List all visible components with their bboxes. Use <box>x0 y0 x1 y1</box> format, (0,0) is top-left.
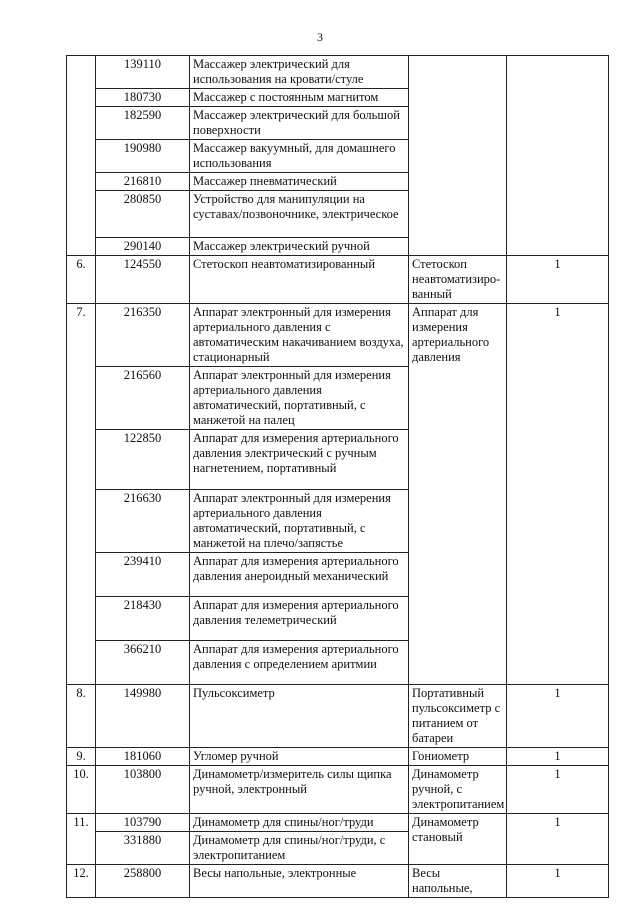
item-code: 122850 <box>96 430 190 490</box>
table-row <box>67 865 609 898</box>
row-number: 11. <box>67 814 96 865</box>
item-name: Устройство для манипуляции на суставах/позвоночнике, электрическое <box>190 191 409 238</box>
equipment-table <box>66 55 609 898</box>
item-code: 216810 <box>96 173 190 191</box>
item-name: Массажер электрический ручной <box>190 238 409 256</box>
item-code: 190980 <box>96 140 190 173</box>
item-name: Аппарат для измерения артериального давления с определением аритмии <box>190 641 409 685</box>
item-code: 180730 <box>96 89 190 107</box>
group-name: Аппарат для измерения артериального давления <box>409 304 507 685</box>
quantity: 1 <box>507 865 609 898</box>
item-name: Массажер электрический для использования на кровати/стуле <box>190 56 409 89</box>
row-number: 10. <box>67 766 96 814</box>
item-code: 331880 <box>96 832 190 865</box>
table-row <box>67 56 609 89</box>
item-code: 258800 <box>96 865 190 898</box>
item-code: 239410 <box>96 553 190 597</box>
item-name: Аппарат для измерения артериального давления телеметрический <box>190 597 409 641</box>
item-code: 139110 <box>96 56 190 89</box>
item-name: Весы напольные, электронные <box>190 865 409 898</box>
item-code: 149980 <box>96 685 190 748</box>
row-number: 12. <box>67 865 96 898</box>
group-name: Стетоскоп неавтоматизиро-ванный <box>409 256 507 304</box>
item-name: Пульсоксиметр <box>190 685 409 748</box>
group-name: Динамометр становый <box>409 814 507 865</box>
item-name: Аппарат электронный для измерения артериального давления автоматический, портативный, с манжетой на плечо/запястье <box>190 490 409 553</box>
item-name: Динамометр для спины/ног/труди, с электропитанием <box>190 832 409 865</box>
item-name: Аппарат для измерения артериального давления анероидный механический <box>190 553 409 597</box>
item-name: Стетоскоп неавтоматизированный <box>190 256 409 304</box>
quantity: 1 <box>507 304 609 685</box>
item-name: Массажер вакуумный, для домашнего использования <box>190 140 409 173</box>
item-code: 216560 <box>96 367 190 430</box>
quantity: 1 <box>507 685 609 748</box>
quantity: 1 <box>507 256 609 304</box>
row-number: 6. <box>67 256 96 304</box>
item-name: Динамометр/измеритель силы щипка ручной, электронный <box>190 766 409 814</box>
quantity: 1 <box>507 814 609 865</box>
group-name: Динамометр ручной, с электропитанием <box>409 766 507 814</box>
table-row <box>67 304 609 367</box>
row-number <box>67 56 96 256</box>
table-row <box>67 766 609 814</box>
quantity: 1 <box>507 748 609 766</box>
item-code: 181060 <box>96 748 190 766</box>
quantity: 1 <box>507 766 609 814</box>
table-row <box>67 685 609 748</box>
item-code: 290140 <box>96 238 190 256</box>
item-code: 124550 <box>96 256 190 304</box>
group-name: Гониометр <box>409 748 507 766</box>
item-code: 103800 <box>96 766 190 814</box>
item-name: Массажер с постоянным магнитом <box>190 89 409 107</box>
item-code: 182590 <box>96 107 190 140</box>
table-row <box>67 256 609 304</box>
item-name: Аппарат электронный для измерения артериального давления автоматический, портативный, с манжетой на палец <box>190 367 409 430</box>
group-name: Весы напольные, <box>409 865 507 898</box>
table-row <box>67 748 609 766</box>
item-code: 280850 <box>96 191 190 238</box>
quantity <box>507 56 609 256</box>
row-number: 7. <box>67 304 96 685</box>
row-number: 8. <box>67 685 96 748</box>
item-name: Динамометр для спины/ног/труди <box>190 814 409 832</box>
item-code: 218430 <box>96 597 190 641</box>
item-code: 366210 <box>96 641 190 685</box>
item-code: 103790 <box>96 814 190 832</box>
group-name: Портативный пульсоксиметр с питанием от батареи <box>409 685 507 748</box>
item-name: Угломер ручной <box>190 748 409 766</box>
item-name: Массажер электрический для большой поверхности <box>190 107 409 140</box>
item-code: 216350 <box>96 304 190 367</box>
item-code: 216630 <box>96 490 190 553</box>
row-number: 9. <box>67 748 96 766</box>
item-name: Аппарат электронный для измерения артериального давления с автоматическим накачиванием воздуха, стационарный <box>190 304 409 367</box>
table-row <box>67 814 609 832</box>
item-name: Аппарат для измерения артериального давления электрический с ручным нагнетением, портативный <box>190 430 409 490</box>
item-name: Массажер пневматический <box>190 173 409 191</box>
page-number: 3 <box>317 30 323 44</box>
group-name <box>409 56 507 256</box>
